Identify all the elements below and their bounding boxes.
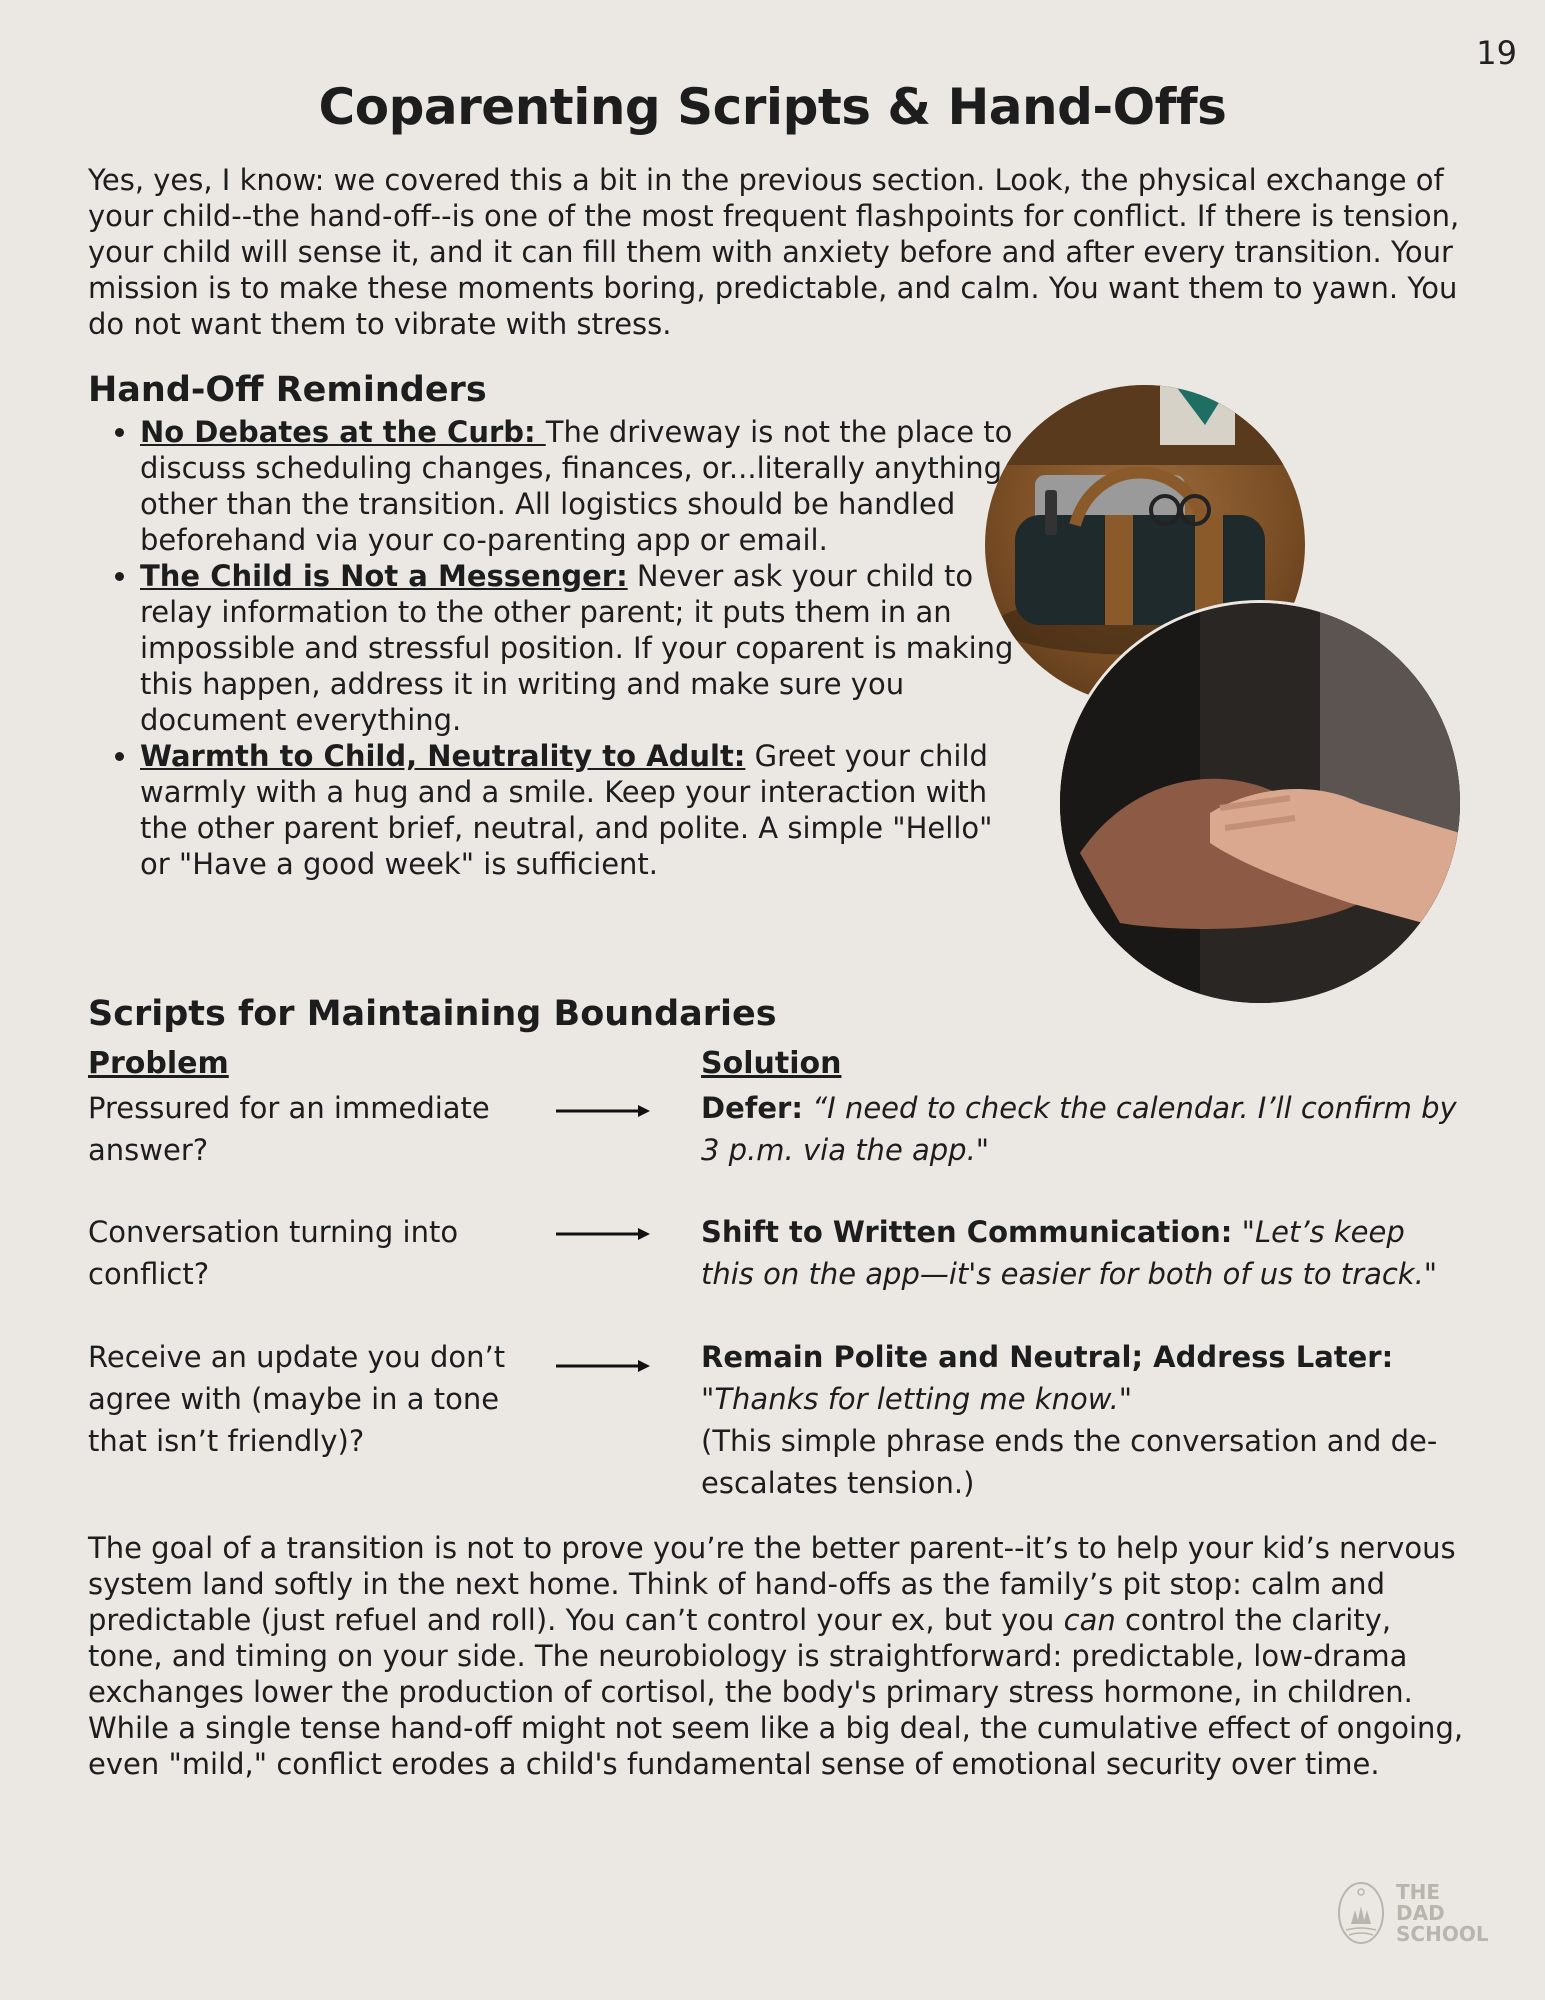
page-title: Coparenting Scripts & Hand-Offs — [318, 78, 1227, 136]
solution-label: Remain Polite and Neutral; Address Later: — [701, 1340, 1394, 1374]
right-arrow-icon — [556, 1226, 652, 1242]
solution-column-header: Solution — [701, 1046, 842, 1081]
solution-quote: “I need to check the calendar. I’ll confirm by 3 p.m. via the app." — [701, 1091, 1457, 1167]
logo-wordmark — [1396, 1879, 1489, 1946]
scripts-heading: Scripts for Maintaining Boundaries — [88, 994, 777, 1034]
right-arrow-icon — [556, 1103, 652, 1119]
list-item — [140, 558, 1020, 738]
right-arrow-icon — [556, 1358, 652, 1374]
solution-text — [701, 1336, 1461, 1504]
list-item — [140, 414, 1020, 558]
closing-text: control the clarity, tone, and timing on your side. The neurobiology is straightforward: predictable, low-drama exchanges lower the production of cortisol, the body's primary stress hormone, in children. While a single tense hand-off might not seem like a big deal, the cumulative effect of ongoing, even "mild," conflict erodes a child's fundamental sense of emotional security over time. — [88, 1603, 1464, 1781]
solution-text — [701, 1211, 1461, 1295]
reminder-text: The driveway is not the place to discuss scheduling changes, finances, or...literally anything other than the transition. All logistics should be handled beforehand via your co-parenting app or email. — [140, 415, 1013, 557]
reminder-lead: Warmth to Child, Neutrality to Adult: — [140, 739, 746, 773]
reminder-lead: No Debates at the Curb: — [140, 415, 546, 449]
holding-hands-photo — [1057, 600, 1463, 1006]
logo-line: SCHOOL — [1396, 1921, 1489, 1946]
reminder-text: Greet your child warmly with a hug and a smile. Keep your interaction with the other parent brief, neutral, and polite. A simple "Hello" or "Have a good week" is sufficient. — [140, 739, 993, 881]
closing-text: The goal of a transition is not to prove you’re the better parent--it’s to help your kid’s nervous system land softly in the next home. Think of hand-offs as the family’s pit stop: calm and predictable (just refuel and roll). You can’t control your ex, but you — [88, 1531, 1456, 1637]
problem-text: Pressured for an immediate answer? — [88, 1091, 490, 1167]
list-item — [140, 738, 1020, 882]
problem-text: Conversation turning into conflict? — [88, 1215, 459, 1291]
reminders-list — [88, 414, 1020, 882]
reminder-lead: The Child is Not a Messenger: — [140, 559, 628, 593]
closing-paragraph — [88, 1530, 1468, 1782]
page-number: 19 — [1476, 34, 1517, 72]
solution-text — [701, 1087, 1461, 1171]
dad-school-logo — [1336, 1880, 1489, 1946]
tree-badge-icon — [1336, 1880, 1386, 1946]
solution-label: Defer: — [701, 1091, 803, 1125]
problem-text: Receive an update you don’t agree with (maybe in a tone that isn’t friendly)? — [88, 1340, 506, 1458]
logo-line: THE — [1396, 1879, 1441, 1904]
logo-line: DAD — [1396, 1900, 1445, 1925]
reminders-heading: Hand-Off Reminders — [88, 370, 487, 410]
problem-column-header: Problem — [88, 1046, 229, 1081]
holding-hands-illustration — [1060, 603, 1460, 1003]
reminder-text: Never ask your child to relay information to the other parent; it puts them in an impossible and stressful position. If your coparent is making this happen, address it in writing and make sure you document everything. — [140, 559, 1014, 737]
intro-paragraph: Yes, yes, I know: we covered this a bit in the previous section. Look, the physical exchange of your child--the hand-off--is one of the most frequent flashpoints for conflict. If there is tension, your child will sense it, and it can fill them with anxiety before and after every transition. Your mission is to make these moments boring, predictable, and calm. You want them to yawn. You do not want them to vibrate with stress. — [88, 163, 1460, 341]
solution-label: Shift to Written Communication: — [701, 1215, 1233, 1249]
closing-emphasis: can — [1063, 1603, 1116, 1637]
solution-note: (This simple phrase ends the conversation and de-escalates tension.) — [701, 1424, 1438, 1500]
solution-quote: "Let’s keep this on the app—it's easier for both of us to track." — [701, 1215, 1438, 1291]
solution-quote: "Thanks for letting me know." — [701, 1382, 1133, 1416]
